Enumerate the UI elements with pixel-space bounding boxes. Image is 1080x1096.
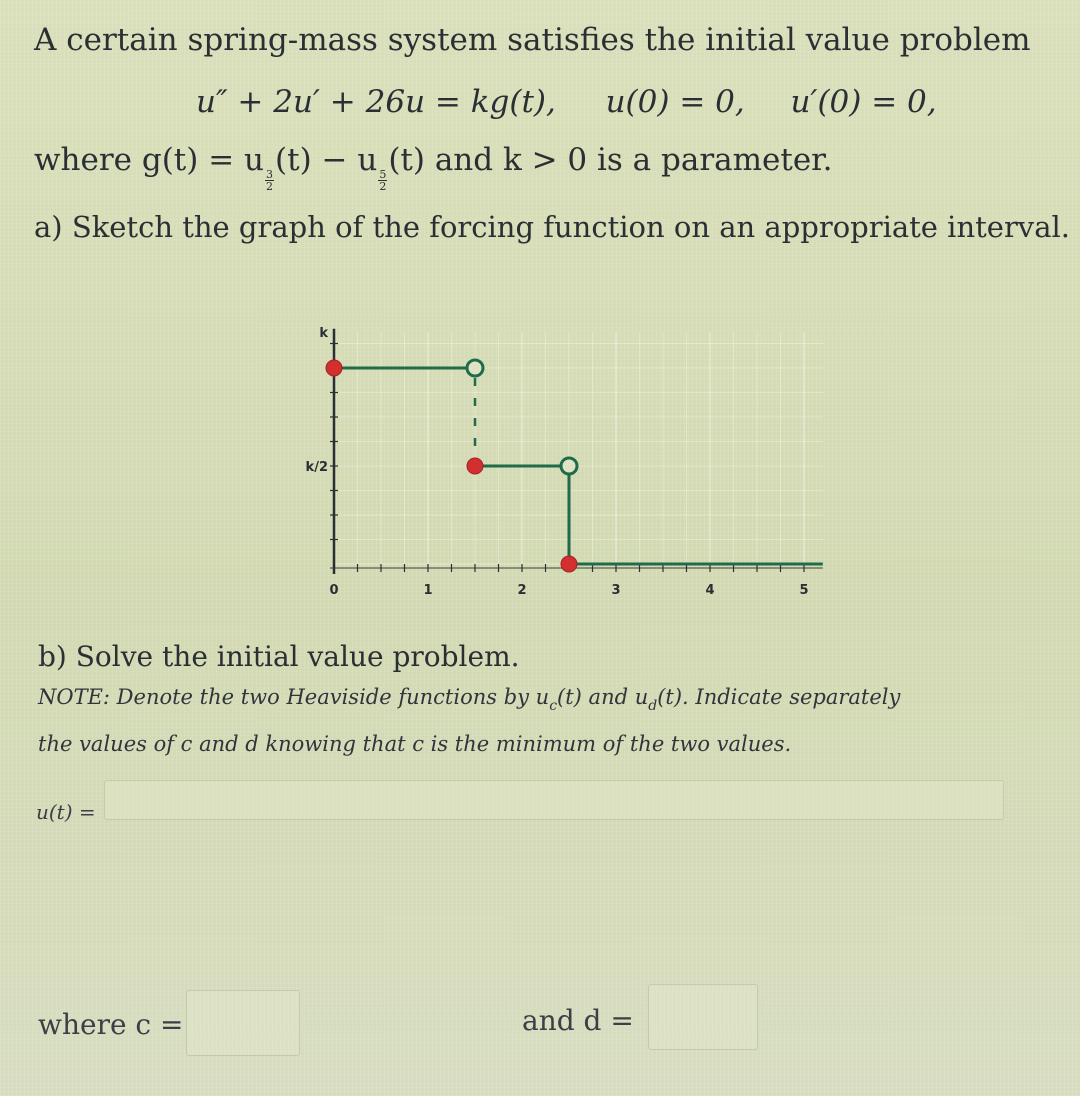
closed-point [326,360,342,376]
where-line [34,142,832,192]
d-answer-input[interactable] [648,984,758,1050]
subscript-3-2: $\frac{3}{2}$ [266,168,274,193]
c-answer-label: where c = [38,1008,184,1041]
note-text [38,678,900,763]
x-tick-labels [329,583,808,598]
u-answer-label: u(t) = [36,800,96,824]
x-tick-label: 5 [799,583,809,598]
note-line-2: the values of c and d knowing that c is the minimum of the two values. [38,732,792,756]
y-tick-labels [306,326,329,475]
y-tick-label: k/2 [305,460,328,475]
part-a-label: a) Sketch the graph of the forcing function on an appropriate interval. [34,210,1070,244]
c-answer-input[interactable] [186,990,300,1056]
x-tick-label: 2 [517,583,527,598]
part-b-label: b) Solve the initial value problem. [38,640,520,673]
open-point [467,360,483,376]
ode-text: u″ + 2u′ + 26u = kg(t), [196,84,556,120]
where-suffix: (t) and k > 0 is a parameter. [388,142,833,178]
problem-intro: A certain spring-mass system satisfies the initial value problem [34,22,1031,58]
open-point [561,458,577,474]
x-tick-label: 1 [423,583,433,598]
d-answer-label: and d = [522,1004,634,1037]
axes [330,329,823,574]
initial-condition-2: u′(0) = 0, [790,84,937,120]
x-tick-label: 4 [705,583,715,598]
where-prefix: where g(t) = u [34,142,265,178]
y-tick-label: k [319,325,328,341]
closed-point [467,458,483,474]
note-line-1: NOTE: Denote the two Heaviside functions by $u_c(t)$ and $u_d(t)$. Indicate separately [38,685,901,714]
where-mid: (t) − u [275,142,378,178]
forcing-function-graph [290,252,850,632]
closed-point [561,556,577,572]
initial-condition-1: u(0) = 0, [605,84,745,120]
equation-line [196,84,937,120]
subscript-5-2: $\frac{5}{2}$ [379,168,387,193]
u-answer-input[interactable] [104,780,1004,820]
x-tick-label: 3 [611,583,621,598]
x-tick-label: 0 [329,583,339,598]
